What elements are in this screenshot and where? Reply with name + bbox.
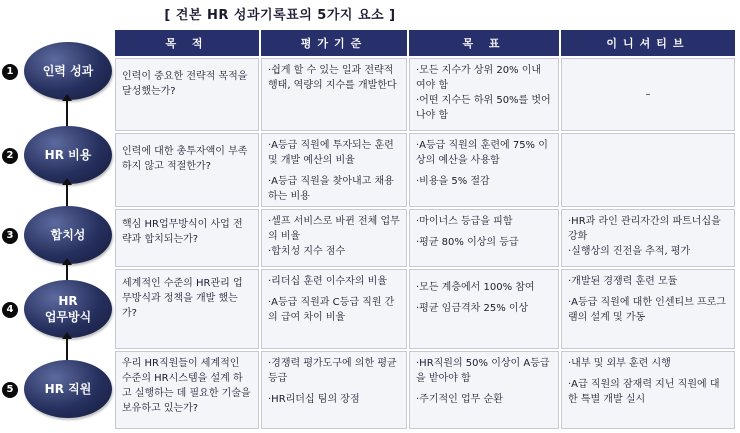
table-row (115, 58, 737, 131)
purpose-cell: 우리 HR직원들이 세계적인 수준의 HR시스템을 설계 하고 실행하는 데 필요한 기술을 보유하고 있는가? (115, 351, 259, 429)
step-oval: HR 직원 (24, 360, 112, 418)
page-title: [ 견본 HR 성과기록표의 5가지 요소 ] (164, 8, 396, 23)
purpose-cell: 인력이 중요한 전략적 목적을 달성했는가? (115, 58, 259, 131)
criteria-item: ·셀프 서비스로 바뀐 전체 업무의 비율 (268, 216, 400, 242)
step-1 (2, 42, 114, 102)
criteria-cell (261, 351, 407, 429)
step-oval: 합치성 (24, 206, 112, 264)
table-row (115, 351, 737, 429)
scorecard-table (115, 30, 737, 429)
step-3 (2, 206, 114, 266)
criteria-item: ·합치성 지수 점수 (268, 246, 346, 257)
initiatives-cell (561, 133, 735, 207)
step-5 (2, 360, 114, 420)
criteria-item: ·A등급 직원에 투자되는 훈련 및 개발 예산의 비율 (268, 140, 394, 166)
table-row (115, 209, 737, 267)
header-criteria: 평가기준 (261, 30, 407, 56)
criteria-item: ·경쟁력 평가도구에 의한 평균 등급 (268, 358, 397, 384)
step-4 (2, 280, 114, 340)
target-item: ·HR직원의 50% 이상이 A등급을 받아야 함 (416, 358, 550, 384)
initiative-item: ·실행상의 진전을 추적, 평가 (568, 246, 691, 257)
target-item: ·주기적인 업무 순환 (416, 394, 503, 405)
target-item: ·어떤 지수든 하위 50%를 벗어나야 함 (416, 95, 551, 121)
target-item: ·모든 계층에서 100% 참여 (416, 282, 535, 293)
criteria-cell (261, 133, 407, 207)
targets-cell (409, 351, 559, 429)
target-item: ·비용을 5% 절감 (416, 176, 490, 187)
purpose-cell: 인력에 대한 총투자액이 부족하지 않고 적절한가? (115, 133, 259, 207)
initiatives-cell (561, 351, 735, 429)
initiative-item: ·A급 직원의 잠재력 지닌 직원에 대한 특별 개발 실시 (568, 379, 720, 405)
empty-dash: – (645, 89, 651, 100)
criteria-cell (261, 209, 407, 267)
targets-cell (409, 58, 559, 131)
criteria-item: ·리더십 훈련 이수자의 비율 (268, 276, 387, 287)
initiatives-cell (561, 269, 735, 349)
targets-cell (409, 269, 559, 349)
header-targets: 목 표 (409, 30, 559, 56)
step-oval: HR 업무방식 (24, 280, 112, 338)
target-item: ·마이너스 등급을 피함 (416, 216, 513, 227)
criteria-cell (261, 58, 407, 131)
element-rail (2, 28, 114, 433)
purpose-cell: 세계적인 수준의 HR관리 업무방식과 정책을 개발 했는가? (115, 269, 259, 349)
step-number: 4 (2, 302, 18, 318)
purpose-cell: 핵심 HR업무방식이 사업 전략과 합치되는가? (115, 209, 259, 267)
target-item: ·모든 지수가 상위 20% 이내 여야 함 (416, 65, 542, 91)
criteria-item: ·A등급 직원과 C등급 직원 간의 급여 차이 비율 (268, 297, 395, 323)
step-number: 1 (2, 64, 18, 80)
initiatives-cell (561, 209, 735, 267)
targets-cell (409, 209, 559, 267)
targets-cell (409, 133, 559, 207)
criteria-item: ·HR리더십 팀의 장점 (268, 394, 360, 405)
criteria-item: ·A등급 직원을 찾아내고 채용하는 비용 (268, 176, 394, 202)
step-oval: HR 비용 (24, 126, 112, 184)
initiative-item: ·개발된 경쟁력 훈련 모듈 (568, 276, 678, 287)
step-oval: 인력 성과 (24, 42, 112, 100)
table-row (115, 133, 737, 207)
header-initiatives: 이니셔티브 (561, 30, 735, 56)
arrow-up-icon (66, 100, 68, 128)
initiative-item: ·A등급 직원에 대한 인센티브 프로그램의 설계 및 가동 (568, 297, 726, 323)
initiative-item: ·내부 및 외부 훈련 시행 (568, 358, 671, 369)
table-header (115, 30, 737, 56)
step-2 (2, 126, 114, 186)
target-item: ·평균 80% 이상의 등급 (416, 237, 519, 248)
initiative-item: ·HR과 라인 관리자간의 파트너십을 강화 (568, 216, 721, 242)
criteria-item: ·쉽게 할 수 있는 일과 전략적 행태, 역량의 지수를 개발한다 (268, 65, 397, 91)
step-number: 5 (2, 382, 18, 398)
target-item: ·평균 임금격차 25% 이상 (416, 303, 529, 314)
step-number: 3 (2, 228, 18, 244)
initiatives-cell (561, 58, 735, 131)
header-purpose: 목 적 (115, 30, 259, 56)
target-item: ·A등급 직원의 훈련에 75% 이상의 예산을 사용함 (416, 140, 548, 166)
step-number: 2 (2, 148, 18, 164)
table-row (115, 269, 737, 349)
criteria-cell (261, 269, 407, 349)
